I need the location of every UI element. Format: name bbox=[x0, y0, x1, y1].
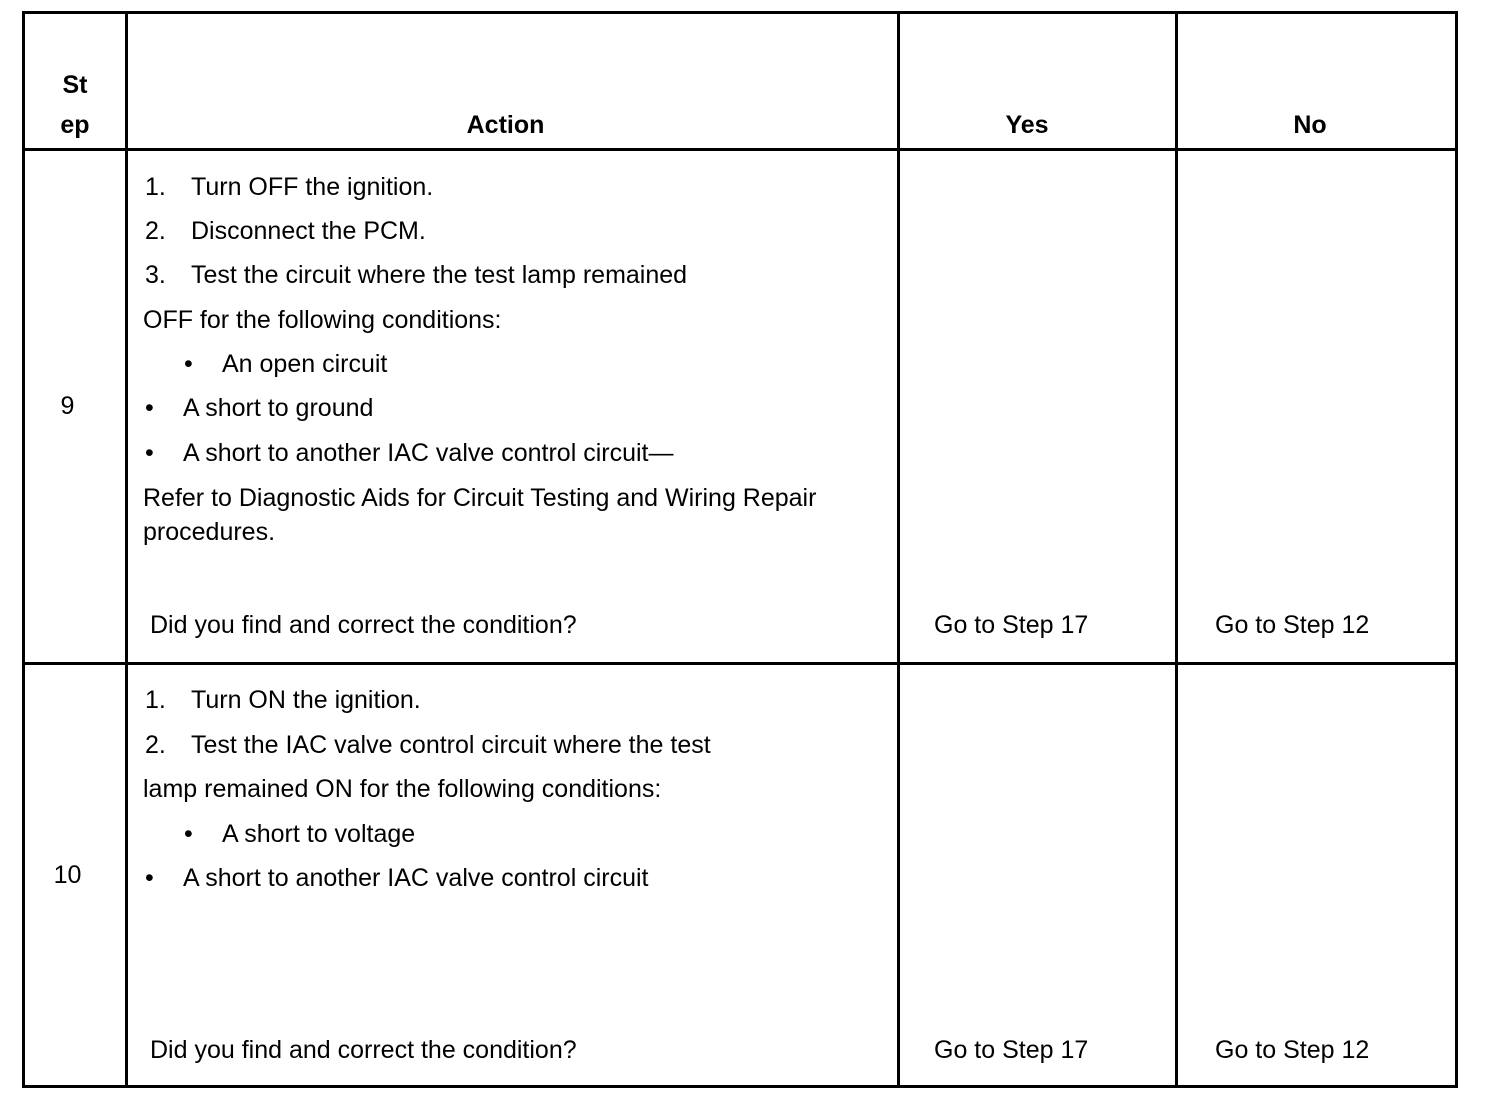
list-number: 1. bbox=[145, 173, 166, 201]
bullet: • bbox=[184, 350, 193, 378]
action-line-text: procedures. bbox=[143, 518, 276, 546]
action-line bbox=[145, 172, 433, 202]
bullet-line bbox=[145, 863, 649, 893]
bullet-line bbox=[145, 393, 373, 423]
action-line-text: Test the IAC valve control circuit where the test bbox=[191, 731, 711, 759]
question-text: Did you find and correct the condition? bbox=[150, 1036, 577, 1064]
action-line-text: A short to ground bbox=[183, 394, 374, 422]
action-line-text: lamp remained ON for the following conditions: bbox=[143, 775, 662, 803]
bullet: • bbox=[184, 820, 193, 848]
bullet-line bbox=[184, 349, 387, 379]
bullet: • bbox=[145, 864, 154, 892]
no-result: Go to Step 12 bbox=[1215, 611, 1370, 639]
no-result: Go to Step 12 bbox=[1215, 1036, 1370, 1064]
action-line bbox=[145, 260, 687, 290]
header-action: Action bbox=[466, 111, 545, 139]
action-line-text: OFF for the following conditions: bbox=[143, 306, 502, 334]
action-line bbox=[143, 774, 661, 804]
list-number: 2. bbox=[145, 217, 166, 245]
action-line bbox=[145, 685, 421, 715]
yes-result: Go to Step 17 bbox=[934, 611, 1089, 639]
action-line-text: A short to another IAC valve control circuit— bbox=[183, 439, 674, 467]
bullet: • bbox=[145, 439, 154, 467]
column-divider-yes bbox=[1175, 14, 1178, 1085]
list-number: 2. bbox=[145, 731, 166, 759]
action-line-text: Disconnect the PCM. bbox=[191, 217, 426, 245]
action-line-text: Refer to Diagnostic Aids for Circuit Testing and Wiring Repair bbox=[143, 484, 817, 512]
action-line bbox=[143, 483, 816, 513]
action-line-text: Turn OFF the ignition. bbox=[191, 173, 434, 201]
action-line-text: An open circuit bbox=[222, 350, 388, 378]
step-number: 9 bbox=[60, 392, 75, 420]
action-line-text: A short to voltage bbox=[222, 820, 416, 848]
header-step-line1: St bbox=[62, 71, 88, 99]
column-divider-action bbox=[897, 14, 900, 1085]
question-text: Did you find and correct the condition? bbox=[150, 611, 577, 639]
action-line bbox=[145, 730, 711, 760]
bullet-line bbox=[184, 819, 415, 849]
header-yes: Yes bbox=[1005, 111, 1049, 139]
action-line-text: Test the circuit where the test lamp remained bbox=[191, 261, 688, 289]
list-number: 1. bbox=[145, 686, 166, 714]
bullet: • bbox=[145, 394, 154, 422]
bullet-line bbox=[145, 438, 674, 468]
action-line-text: Turn ON the ignition. bbox=[191, 686, 421, 714]
header-divider bbox=[25, 148, 1455, 151]
header-step-line2: ep bbox=[60, 111, 90, 139]
column-divider-step bbox=[125, 14, 128, 1085]
action-line bbox=[145, 216, 426, 246]
header-no: No bbox=[1293, 111, 1327, 139]
action-line bbox=[143, 517, 275, 547]
action-line-text: A short to another IAC valve control circuit bbox=[183, 864, 649, 892]
yes-result: Go to Step 17 bbox=[934, 1036, 1089, 1064]
list-number: 3. bbox=[145, 261, 166, 289]
step-number: 10 bbox=[53, 861, 82, 889]
action-line bbox=[143, 305, 502, 335]
row-divider bbox=[25, 662, 1455, 665]
